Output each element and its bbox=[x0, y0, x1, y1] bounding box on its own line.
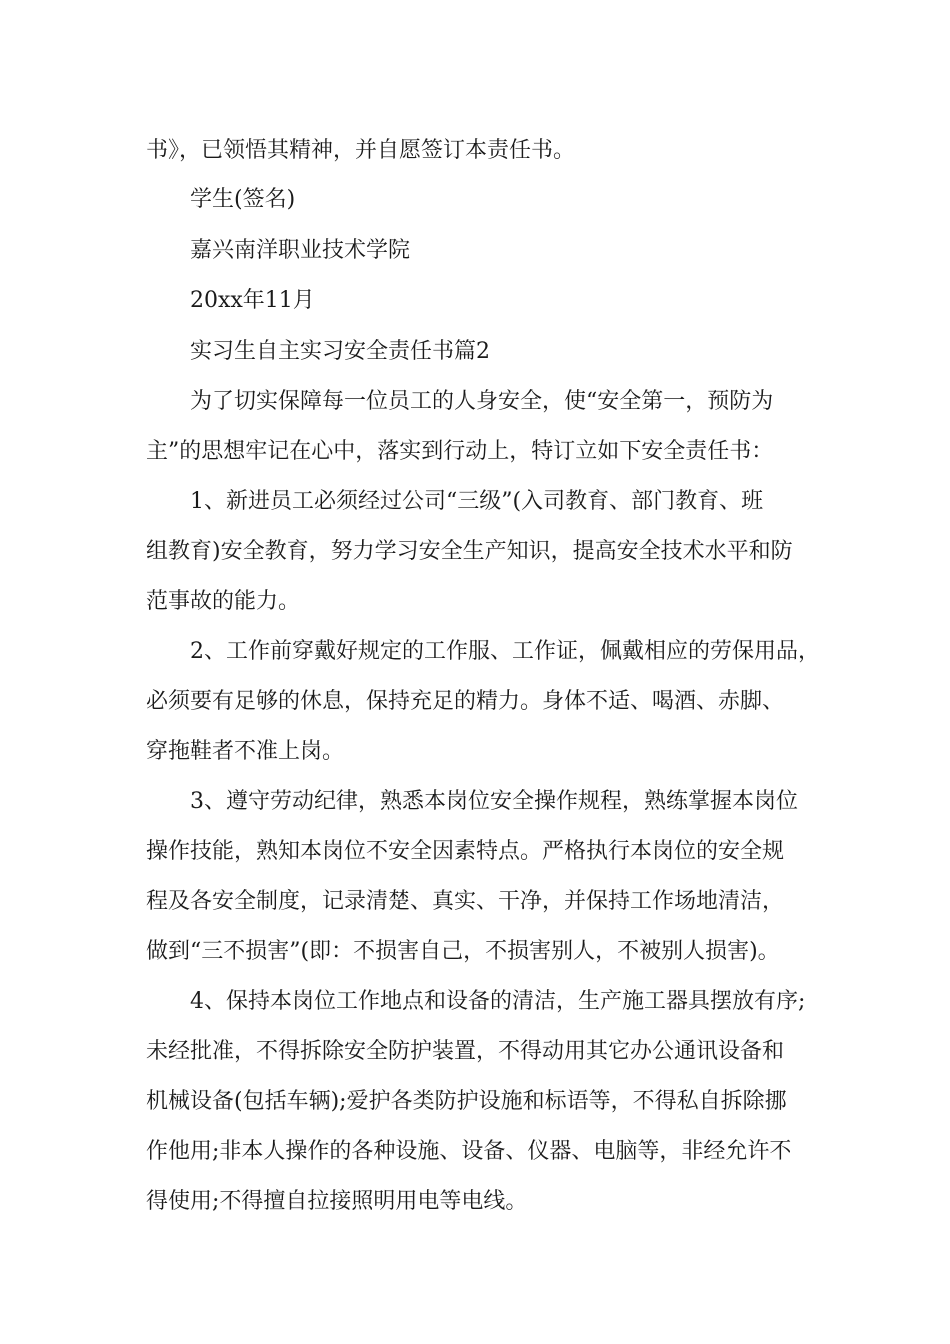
text-line: 做到“三不损害”(即：不损害自己，不损害别人，不被别人损害)。 bbox=[146, 939, 780, 964]
text-line: 嘉兴南洋职业技术学院 bbox=[190, 238, 411, 263]
text-line: 3、遵守劳动纪律，熟悉本岗位安全操作规程，熟练掌握本岗位 bbox=[190, 789, 798, 814]
text-line: 书》，已领悟其精神，并自愿签订本责任书。 bbox=[146, 138, 576, 163]
text-line: 机械设备(包括车辆);爱护各类防护设施和标语等，不得私自拆除挪 bbox=[146, 1089, 787, 1114]
text-line: 穿拖鞋者不准上岗。 bbox=[146, 739, 345, 764]
text-line: 2、工作前穿戴好规定的工作服、工作证，佩戴相应的劳保用品， bbox=[190, 639, 820, 664]
text-line: 为了切实保障每一位员工的人身安全，使“安全第一，预防为 bbox=[190, 389, 774, 414]
text-line: 组教育)安全教育，努力学习安全生产知识，提高安全技术水平和防 bbox=[146, 539, 793, 564]
text-line: 作他用;非本人操作的各种设施、设备、仪器、电脑等，非经允许不 bbox=[146, 1139, 792, 1164]
section-heading: 实习生自主实习安全责任书篇2 bbox=[190, 339, 490, 364]
text-line: 4、保持本岗位工作地点和设备的清洁，生产施工器具摆放有序; bbox=[190, 989, 806, 1014]
text-line: 主”的思想牢记在心中，落实到行动上，特订立如下安全责任书： bbox=[146, 439, 774, 464]
text-line: 学生(签名) bbox=[190, 187, 296, 212]
text-line: 操作技能，熟知本岗位不安全因素特点。严格执行本岗位的安全规 bbox=[146, 839, 785, 864]
text-line: 1、新进员工必须经过公司“三级”(入司教育、部门教育、班 bbox=[190, 489, 764, 514]
text-line: 必须要有足够的休息，保持充足的精力。身体不适、喝酒、赤脚、 bbox=[146, 689, 785, 714]
text-line: 20xx年11月 bbox=[190, 288, 315, 313]
text-line: 程及各安全制度，记录清楚、真实、干净，并保持工作场地清洁， bbox=[146, 889, 785, 914]
text-line: 得使用;不得擅自拉接照明用电等电线。 bbox=[146, 1189, 528, 1214]
text-line: 范事故的能力。 bbox=[146, 589, 301, 614]
text-line: 未经批准，不得拆除安全防护装置，不得动用其它办公通讯设备和 bbox=[146, 1039, 785, 1064]
